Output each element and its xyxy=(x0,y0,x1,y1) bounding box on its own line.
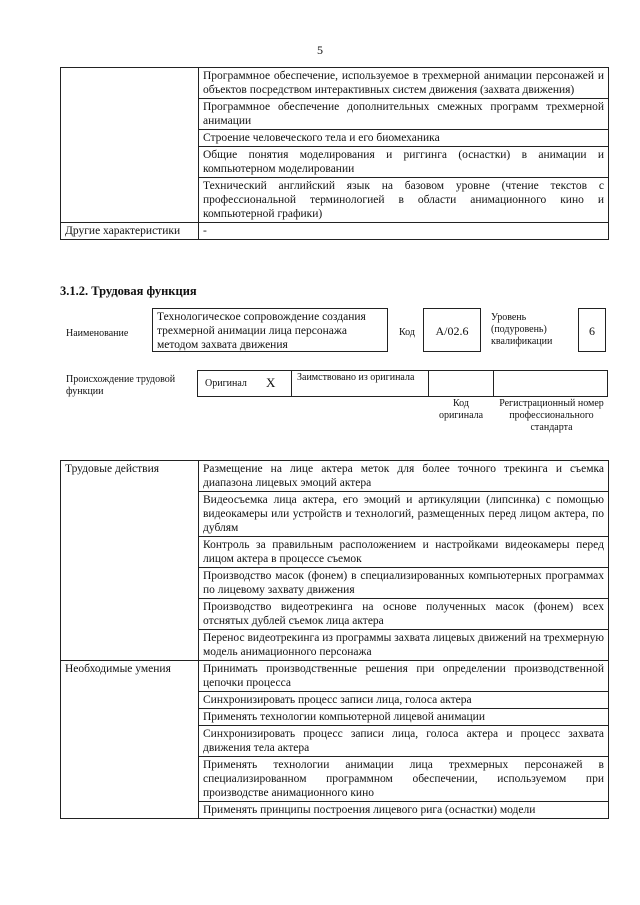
labor-function-table xyxy=(60,460,609,819)
table-cell: Производство масок (фонем) в специализированных компьютерных программах по лицевому захвату движения xyxy=(199,568,609,599)
table-row xyxy=(61,223,609,240)
table-row xyxy=(61,68,609,99)
table-cell: Применять технологии анимации лица трехмерных персонажей в специализированном программном обеспечении, используемом при производстве анимационного кино xyxy=(199,757,609,802)
table-cell: Производство видеотрекинга на основе полученных масок (фонем) всех отснятых дублей съемок лица актера xyxy=(199,599,609,630)
code-caption: Код оригинала xyxy=(438,398,484,421)
table-cell: Синхронизировать процесс записи лица, голоса актера xyxy=(199,692,609,709)
section-title: 3.1.2. Трудовая функция xyxy=(60,284,197,298)
origin-label: Происхождение трудовой функции xyxy=(66,374,176,397)
divider xyxy=(493,370,494,397)
table-cell: - xyxy=(199,223,609,240)
row-label-labor-actions: Трудовые действия xyxy=(61,461,199,661)
table-row xyxy=(61,461,609,492)
knowledge-table xyxy=(60,67,609,240)
reg-caption: Регистрационный номер профессионального стандарта xyxy=(499,398,604,433)
divider xyxy=(291,370,292,397)
code-label: Код xyxy=(399,327,415,338)
divider xyxy=(428,370,429,397)
table-cell: Применять технологии компьютерной лицевой анимации xyxy=(199,709,609,726)
function-code-box: A/02.6 xyxy=(423,308,481,352)
level-label: Уровень (подуровень) квалификации xyxy=(491,312,553,347)
table-cell: Программное обеспечение, используемое в трехмерной анимации персонажей и объектов посредством интерактивных систем движения (захвата движения) xyxy=(199,68,609,99)
table-cell: Перенос видеотрекинга из программы захвата лицевых движений на трехмерную модель анимационного персонажа xyxy=(199,630,609,661)
table-cell: Применять принципы построения лицевого рига (оснастки) модели xyxy=(199,802,609,819)
row-label-other-characteristics: Другие характеристики xyxy=(61,223,199,240)
table-cell: Размещение на лице актера меток для более точного трекинга и съемка диапазона лицевых эмоций актера xyxy=(199,461,609,492)
table-cell: Контроль за правильным расположением и настройками видеокамеры перед лицом актера в процессе съемок xyxy=(199,537,609,568)
page-number: 5 xyxy=(317,43,323,57)
table-cell: Общие понятия моделирования и риггинга (оснастки) в анимации и компьютерном моделировании xyxy=(199,147,609,178)
function-name-box: Технологическое сопровождение создания трехмерной анимации лица персонажа методом захвата движения xyxy=(152,308,388,352)
table-cell: Синхронизировать процесс записи лица, голоса актера и процесс захвата движения тела актера xyxy=(199,726,609,757)
original-label: Оригинал xyxy=(205,378,247,389)
table-cell: Видеосъемка лица актера, его эмоций и артикуляции (липсинка) с помощью видеокамеры или устройств и технологий, размещенных перед лицом актера, по дублям xyxy=(199,492,609,537)
row-label-empty xyxy=(61,68,199,223)
table-cell: Программное обеспечение дополнительных смежных программ трехмерной анимации xyxy=(199,99,609,130)
table-cell: Принимать производственные решения при определении производственной цепочки процесса xyxy=(199,661,609,692)
original-mark: X xyxy=(266,375,276,390)
table-cell: Технический английский язык на базовом уровне (чтение текстов с профессиональной терминологией в области анимационного кино и компьютерной графики) xyxy=(199,178,609,223)
row-label-required-skills: Необходимые умения xyxy=(61,661,199,819)
borrowed-label: Заимствовано из оригинала xyxy=(297,372,415,383)
table-row xyxy=(61,661,609,692)
level-value-box: 6 xyxy=(578,308,606,352)
table-cell: Строение человеческого тела и его биомеханика xyxy=(199,130,609,147)
name-label: Наименование xyxy=(66,328,129,339)
